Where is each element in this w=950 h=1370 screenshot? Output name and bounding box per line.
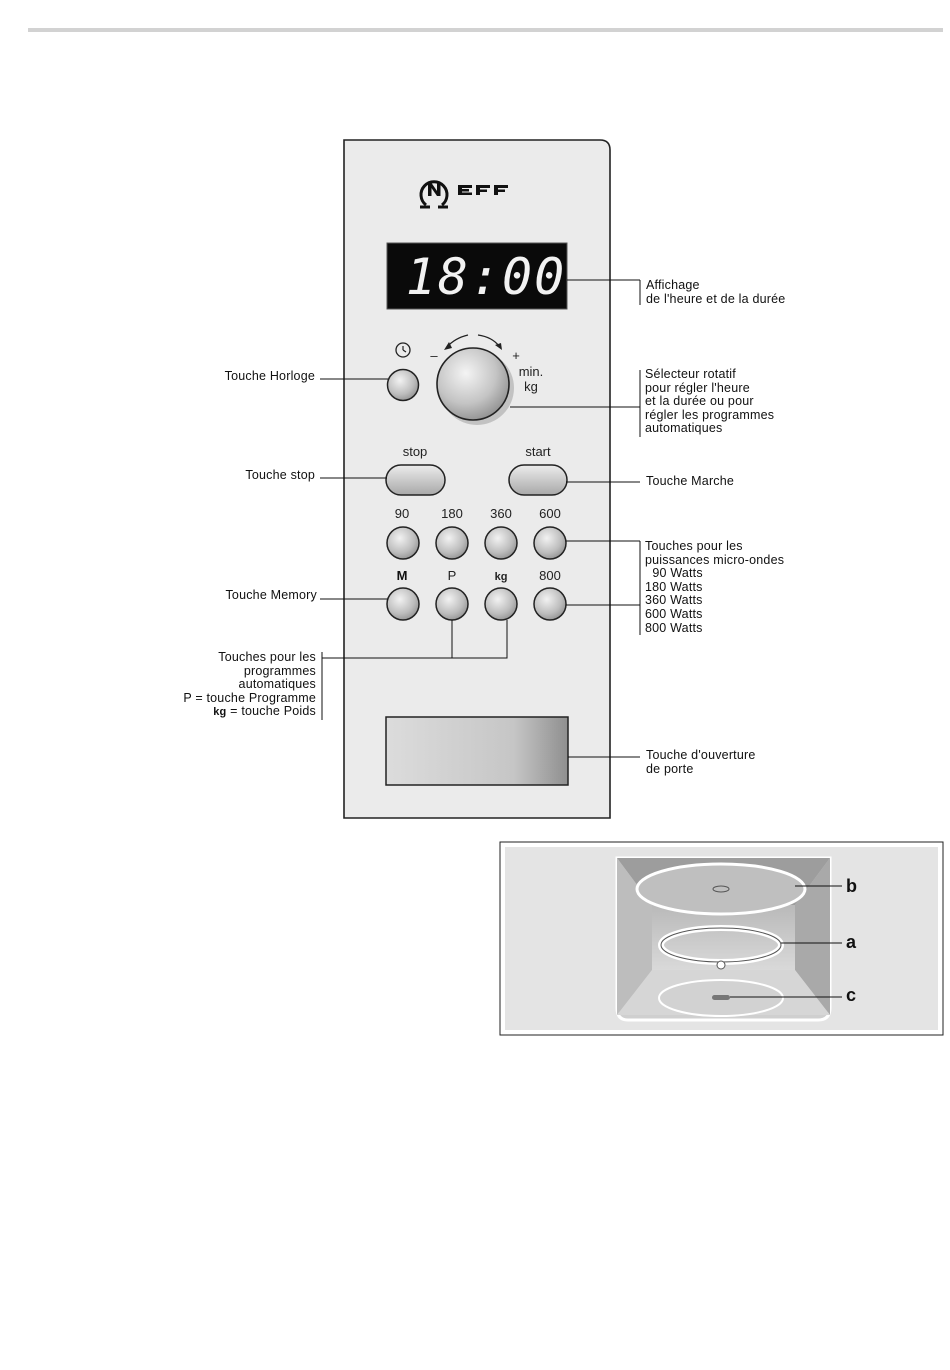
power-key-label-360: 360 [490, 506, 512, 521]
label-selecteur-line: régler les programmes [645, 407, 775, 422]
label-puissances-line: 360 Watts [645, 593, 703, 608]
stop-key-label: stop [402, 444, 428, 459]
power-key-label-600: 600 [539, 506, 561, 521]
label-selecteur-line: et la durée ou pour [645, 394, 754, 409]
programme-key-text: = touche Programme [191, 690, 316, 705]
label-affichage [646, 279, 785, 306]
label-programmes-line: programmes [243, 663, 316, 678]
power-360-button[interactable] [485, 527, 517, 559]
door-open-button[interactable] [386, 717, 568, 785]
drive-coupler [712, 995, 730, 1000]
power-key-label-90: 90 [394, 506, 410, 521]
label-touches-programmes [150, 651, 316, 720]
turntable-plate [637, 864, 805, 914]
power-600-button[interactable] [534, 527, 566, 559]
label-touche-horloge: Touche Horloge [224, 369, 315, 383]
label-puissances-line: 90 Watts [645, 566, 703, 581]
rotary-knob[interactable] [437, 348, 509, 420]
program-button[interactable] [436, 588, 468, 620]
knob-plus: + [512, 348, 520, 363]
knob-minus: – [430, 348, 438, 363]
knob-unit-min: min. [518, 364, 544, 379]
clock-button[interactable] [388, 370, 419, 401]
top-rule [28, 28, 943, 32]
label-poids-key [150, 705, 316, 720]
start-button[interactable] [509, 465, 567, 495]
weight-key-label: kg [494, 571, 508, 583]
label-puissances-line: 800 Watts [645, 620, 703, 635]
label-selecteur-line: automatiques [645, 421, 723, 436]
power-180-button[interactable] [436, 527, 468, 559]
label-selecteur-line: pour régler l'heure [645, 380, 750, 395]
memory-button[interactable] [387, 588, 419, 620]
poids-key-letter: kg [213, 706, 227, 719]
power-90-button[interactable] [387, 527, 419, 559]
label-affichage-line: Affichage [646, 278, 700, 292]
label-puissances-line: 600 Watts [645, 606, 703, 621]
label-puissances [645, 540, 784, 635]
label-puissances-line: 180 Watts [645, 579, 703, 594]
label-programmes-line: automatiques [238, 677, 316, 692]
label-puissances-line: puissances micro-ondes [645, 552, 785, 567]
label-touche-stop: Touche stop [245, 468, 315, 482]
display-time: 18:00 [405, 248, 567, 306]
label-affichage-line: de l'heure et de la durée [646, 291, 786, 306]
brand-text: NEFF [512, 0, 515, 1]
label-puissances-line: Touches pour les [645, 539, 743, 553]
programme-key-letter: P [183, 690, 192, 705]
label-ouverture-line: de porte [646, 761, 694, 776]
label-touche-memory: Touche Memory [225, 588, 317, 602]
memory-key-label: M [396, 568, 408, 583]
poids-key-text: = touche Poids [226, 704, 316, 719]
power-key-label-800: 800 [539, 568, 561, 583]
power-key-label-180: 180 [441, 506, 463, 521]
program-key-label: P [447, 568, 457, 583]
label-ouverture-porte [646, 749, 756, 776]
oven-label-c: c [846, 985, 857, 1005]
knob-unit-kg: kg [524, 379, 538, 394]
oven-label-b: b [846, 876, 857, 896]
label-ouverture-line: Touche d'ouverture [646, 748, 756, 762]
label-programme-key [150, 692, 316, 706]
label-selecteur-rotatif [645, 368, 774, 436]
label-touche-marche: Touche Marche [646, 474, 735, 488]
stop-button[interactable] [386, 465, 445, 495]
label-programmes-line: Touches pour les [218, 650, 316, 664]
start-key-label: start [525, 444, 551, 459]
weight-button[interactable] [485, 588, 517, 620]
label-selecteur-line: Sélecteur rotatif [645, 367, 736, 381]
power-800-button[interactable] [534, 588, 566, 620]
oven-label-a: a [846, 932, 857, 952]
